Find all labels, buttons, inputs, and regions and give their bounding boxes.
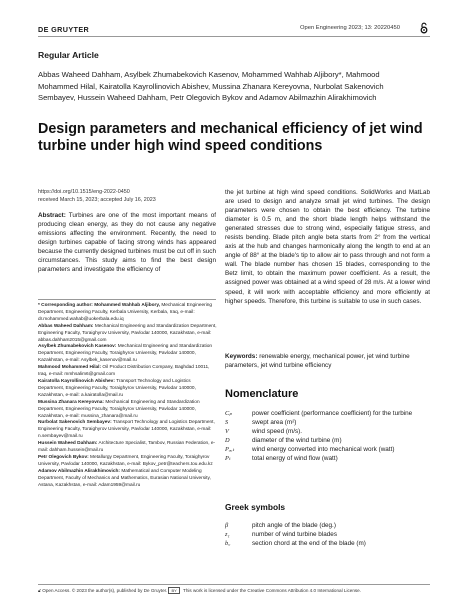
keywords — [225, 352, 430, 370]
doi-link[interactable]: https://doi.org/10.1515/eng-2022-0450 — [38, 189, 130, 195]
received-accepted-dates: received March 15, 2023; accepted July 16, 2023 — [38, 196, 156, 203]
nomenclature-heading: Nomenclature — [225, 388, 299, 400]
affiliation-entry: Adamov Abilmazhin Alirakhimovich: Mathematical and Computer Modeling Department, Faculty of Mechanics and Mathematics, Eurasian National University, Astana, Kazakhstan, e-mail: Adam1959@mail.ru — [38, 468, 211, 488]
keywords-label: Keywords: — [225, 353, 258, 360]
nomenclature-row: Pₜ total energy of wind flow (watt) — [225, 455, 338, 463]
author-list: Abbas Waheed Dahham, Asylbek Zhumabekovich Kasenov, Mohammed Wahhab Aljibory*, Mahmood Mohammed Hilal, Kairatolla Kayrollinovich Abishev, Mussina Zhanara Kereyovna, Nurbolat Sakenovich Sembayev, Hussein Waheed Dahham, Petr Olegovich Bykov and Adamov Abilmazhin Alirakhimovich — [38, 70, 384, 103]
affiliation-entry: Petr Olegovich Bykov: Metallurgy Department, Engineering Faculty, Toraighyrov University, Pavlodar 140000, Kazakhstan, e-mail: Bykov_petr@teachers.tou.edu.kz — [38, 454, 213, 467]
greek-symbols-list — [225, 521, 430, 548]
publisher-name: DE GRUYTER — [38, 25, 90, 34]
affiliation-entry: Hussein Waheed Dahham: Architecture Specialist, Tambov, Russian Federation, e-mail: dahham.hussein@mail.ru — [38, 441, 216, 454]
greek-symbols-heading: Greek symbols — [225, 502, 286, 512]
abstract-text-left: Turbines are one of the most important means of producing clean energy, as they do not cause any negative emissions affecting the environment. Recently, the need to design turbines capable of facing strong winds has appeared because the currently designed turbines must be cut off in such circumstances. This study aims to find the best design parameters and investigate the efficiency of — [38, 212, 216, 274]
nomenclature-row: S swept area (m²) — [225, 419, 297, 427]
nomenclature-row: Pₒᵤₜ wind energy converted into mechanical work (watt) — [225, 446, 395, 454]
affiliations — [38, 303, 218, 489]
open-access-footer-icon: 🔓︎ — [38, 588, 41, 593]
header-divider — [38, 36, 430, 37]
abstract-left — [38, 211, 216, 274]
article-type: Regular Article — [38, 50, 99, 60]
license-statement: This work is licensed under the Creative Commons Attribution 4.0 International License. — [183, 588, 362, 593]
affiliation-entry: Nurbolat Sakenovich Sembayev: Transport Technology and Logistics Department, Engineering Faculty, Toraighyrov University, Pavlodar 140000, Kazakhstan, e-mail: n.sembayev@mail.ru — [38, 420, 215, 440]
nomenclature-list — [225, 409, 430, 464]
page-footer — [38, 587, 438, 594]
affiliation-entry: Kairatolla Kayrollinovich Abishev: Transport Technology and Logistics Department, Engineering Faculty, Toraighyrov University, Pavlodar 140000, Kazakhstan, e-mail: a.kairatolla@mail.ru — [38, 378, 196, 398]
nomenclature-row: Cₚ power coefficient (performance coefficient) for the turbine — [225, 410, 413, 417]
open-access-icon — [419, 22, 429, 34]
abstract-right: the jet turbine at high wind speed conditions. SolidWorks and MatLab are used to design and analyze small jet wind turbines. The design parameters were chosen to obtain the best efficiency. The turbine diameter is 0.5 m, and the short blade length helps withstand the generated stresses due to strong wind, especially fatigue stress, and resists bending. Blade pitch angle beta starts from 2° from the vertical axis at the hub and changes harmonically along the length to end at an angle of 88° at the blade's tip to allow air to pass through and not form a wall. The blade number has chosen 15 blades, corresponding to the Betz limit, to obtain the maximum power coefficient. As a result, the assigned power was obtained at a wind speed of 28 m/s. At a lower wind speed, it will work with acceptable efficiency and more efficiently at higher speeds. Therefore, this turbine is suitable to use in such cases. — [225, 189, 430, 305]
affiliation-entry: Mahmood Mohammed Hilal: Oil Product Distribution Company, Baghdad 10011, Iraq, e-mail: mmhsalim6@gmail.com — [38, 365, 210, 378]
greek-symbol-row: β pitch angle of the blade (deg.) — [225, 522, 336, 529]
cc-by-license-badge[interactable]: BY — [168, 587, 179, 594]
article-title: Design parameters and mechanical efficiency of jet wind turbine under high wind speed conditions — [38, 121, 423, 155]
nomenclature-row: V wind speed (m/s). — [225, 428, 303, 436]
open-access-statement: Open Access. © 2023 the author(s), published by De Gruyter. — [42, 588, 168, 593]
greek-symbol-row: z₁ number of wind turbine blades — [225, 531, 337, 539]
nomenclature-row: D diameter of the wind turbine (m) — [225, 437, 342, 445]
affiliation-entry: Mussina Zhanara Kereyovna: Mechanical Engineering and Standardization Department, Engineering Faculty, Toraighyrov University, Pavlodar 140000, Kazakhstan, e-mail: mussina_zhanara@mail.ru — [38, 399, 200, 419]
footer-divider — [38, 584, 430, 585]
affiliation-entry: Asylbek Zhumabekovich Kasenov: Mechanical Engineering and Standardization Department, Engineering Faculty, Toraighyrov University, Pavlodar 140000, Kazakhstan, e-mail: Asylbek_kasenov@mail.ru — [38, 344, 212, 364]
affiliation-entry: Abbas Waheed Dahham: Mechanical Engineering and Standardization Department, Engineering Faculty, Toraighyrov University, Pavlodar 140000, Kazakhstan, e-mail: abbas.dahham2015@gmail.com — [38, 323, 217, 343]
article-meta — [38, 189, 156, 204]
keywords-text: renewable energy, mechanical power, jet wind turbine parameters, jet wind turbine efficiency — [225, 353, 410, 370]
journal-citation: Open Engineering 2023; 13: 20220450 — [300, 25, 400, 31]
greek-symbol-row: b꜀ section chord at the end of the blade (m) — [225, 540, 366, 548]
affiliation-divider — [38, 299, 216, 300]
abstract-label: Abstract: — [38, 212, 66, 219]
affiliation-entry: * Corresponding author: Mohammed Wahhab Aljibory, Mechanical Engineering Department, Engineering Faculty, Kerbala University, Kerbala, Iraq, e-mail: dr.mohammed.wahab@uokerbala.edu.iq — [38, 303, 213, 322]
